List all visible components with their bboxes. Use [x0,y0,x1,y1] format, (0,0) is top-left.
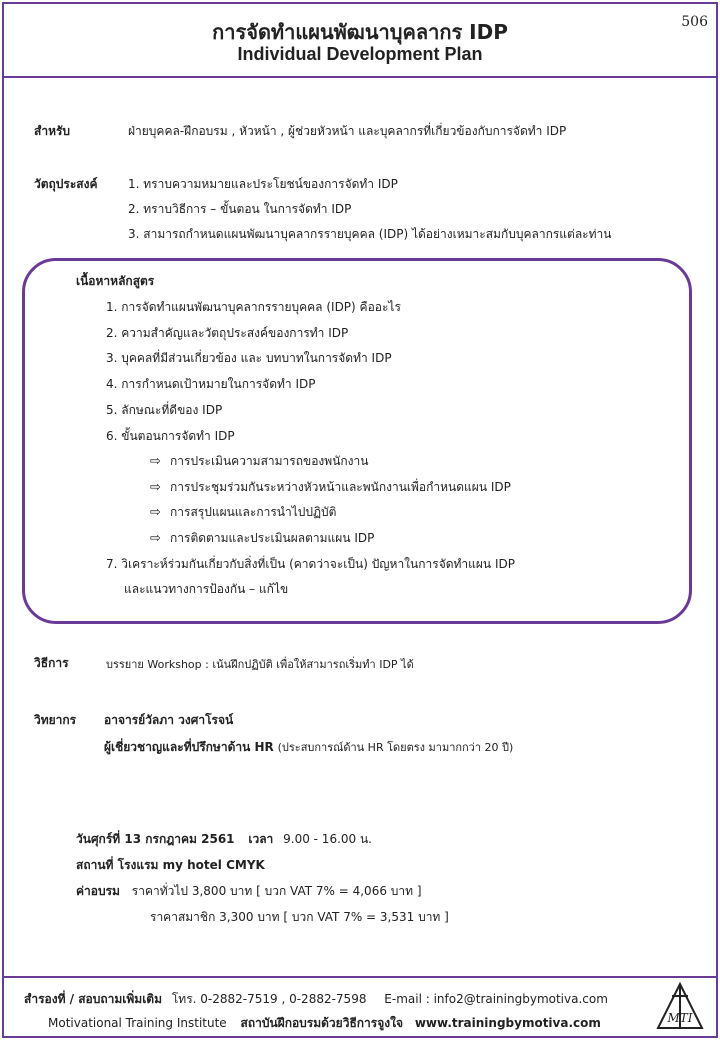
arrow-right-icon: ⇨ [150,505,161,520]
speaker-experience: (ประสบการณ์ด้าน HR โดยตรง มามากกว่า 20 ปี) [277,741,514,754]
sub-item-text: การประเมินความสามารถของพนักงาน [170,454,369,468]
speaker-name: อาจารย์วัลภา วงศาโรจน์ [104,713,234,727]
content-item: 2. ความสำคัญและวัตถุประสงค์ของการทำ IDP [106,326,349,340]
footer-org-line [48,1014,601,1033]
content-sub-item [150,478,511,497]
org-name-thai: สถาบันฝึกอบรมด้วยวิธีการจูงใจ [240,1016,403,1030]
content-sub-item [150,503,336,522]
fee-member: ราคาสมาชิก 3,300 บาท [ บวก VAT 7% = 3,531 บาท ] [150,910,449,924]
method-text: บรรยาย Workshop : เน้นฝึกปฏิบัติ เพื่อให้สามารถเริ่มทำ IDP ได้ [106,658,414,671]
sub-item-text: การสรุปแผนและการนำไปปฏิบัติ [170,505,337,519]
footer-divider [2,976,718,978]
schedule-time-value: 9.00 - 16.00 น. [283,832,372,846]
schedule-time-label: เวลา [248,832,274,846]
arrow-right-icon: ⇨ [150,531,161,546]
speaker-credentials [104,738,513,757]
content-item: 7. วิเคราะห์ร่วมกันเกี่ยวกับสิ่งที่เป็น (คาดว่าจะเป็น) ปัญหาในการจัดทำแผน IDP [106,557,515,571]
content-item-continued: และแนวทางการป้องกัน – แก้ไข [124,582,289,596]
objective-item: 3. สามารถกำหนดแผนพัฒนาบุคลากรรายบุคคล (IDP) ได้อย่างเหมาะสมกับบุคลากรแต่ละท่าน [128,227,612,241]
speaker-label: วิทยากร [34,713,77,727]
schedule-venue: สถานที่ โรงแรม my hotel CMYK [76,858,265,872]
course-content-heading: เนื้อหาหลักสูตร [76,274,155,288]
schedule-date: วันศุกร์ที่ 13 กรกฎาคม 2561 [76,832,235,846]
sub-item-text: การประชุมร่วมกันระหว่างหัวหน้าและพนักงานเพื่อกำหนดแผน IDP [170,480,511,494]
sub-item-text: การติดตามและประเมินผลตามแผน IDP [170,531,375,545]
contact-phone[interactable]: โทร. 0-2882-7519 , 0-2882-7598 [171,992,367,1006]
fee-label: ค่าอบรม [76,884,120,898]
page-title-thai: การจัดทำแผนพัฒนาบุคลากร IDP [212,20,508,44]
mti-logo [654,982,706,1032]
content-item: 1. การจัดทำแผนพัฒนาบุคลากรรายบุคคล (IDP) คืออะไร [106,300,401,314]
page-number: 506 [681,14,708,30]
org-name-english: Motivational Training Institute [48,1016,227,1030]
content-item: 3. บุคคลที่มีส่วนเกี่ยวข้อง และ บทบาทในการจัดทำ IDP [106,351,392,365]
footer-contact-line [24,990,608,1009]
arrow-right-icon: ⇨ [150,454,161,469]
speaker-title: ผู้เชี่ยวชาญและที่ปรึกษาด้าน HR [104,740,274,754]
objectives-label: วัตถุประสงค์ [34,177,98,191]
page-title-english: Individual Development Plan [237,44,483,64]
objective-item: 2. ทราบวิธีการ – ขั้นตอน ในการจัดทำ IDP [128,202,352,216]
audience-text: ฝ่ายบุคคล-ฝึกอบรม , หัวหน้า , ผู้ช่วยหัวหน้า และบุคลากรที่เกี่ยวข้องกับการจัดทำ IDP [128,124,567,138]
header-divider [2,76,718,78]
fee-row-general [76,882,422,901]
arrow-right-icon: ⇨ [150,480,161,495]
contact-label: สำรองที่ / สอบถามเพิ่มเติม [24,992,163,1006]
website-link[interactable]: www.trainingbymotiva.com [414,1016,601,1030]
content-item: 5. ลักษณะที่ดีของ IDP [106,403,223,417]
schedule-date-time [76,830,372,849]
contact-email[interactable]: E-mail : info2@trainingbymotiva.com [384,992,608,1006]
objective-item: 1. ทราบความหมายและประโยชน์ของการจัดทำ IDP [128,177,398,191]
content-sub-item [150,452,368,471]
content-item: 6. ขั้นตอนการจัดทำ IDP [106,429,235,443]
method-label: วิธีการ [34,656,69,670]
logo-text: MTI [667,1011,693,1025]
audience-label: สำหรับ [34,124,71,138]
content-item: 4. การกำหนดเป้าหมายในการจัดทำ IDP [106,377,316,391]
fee-general: ราคาทั่วไป 3,800 บาท [ บวก VAT 7% = 4,066 บาท ] [131,884,422,898]
content-sub-item [150,529,374,548]
